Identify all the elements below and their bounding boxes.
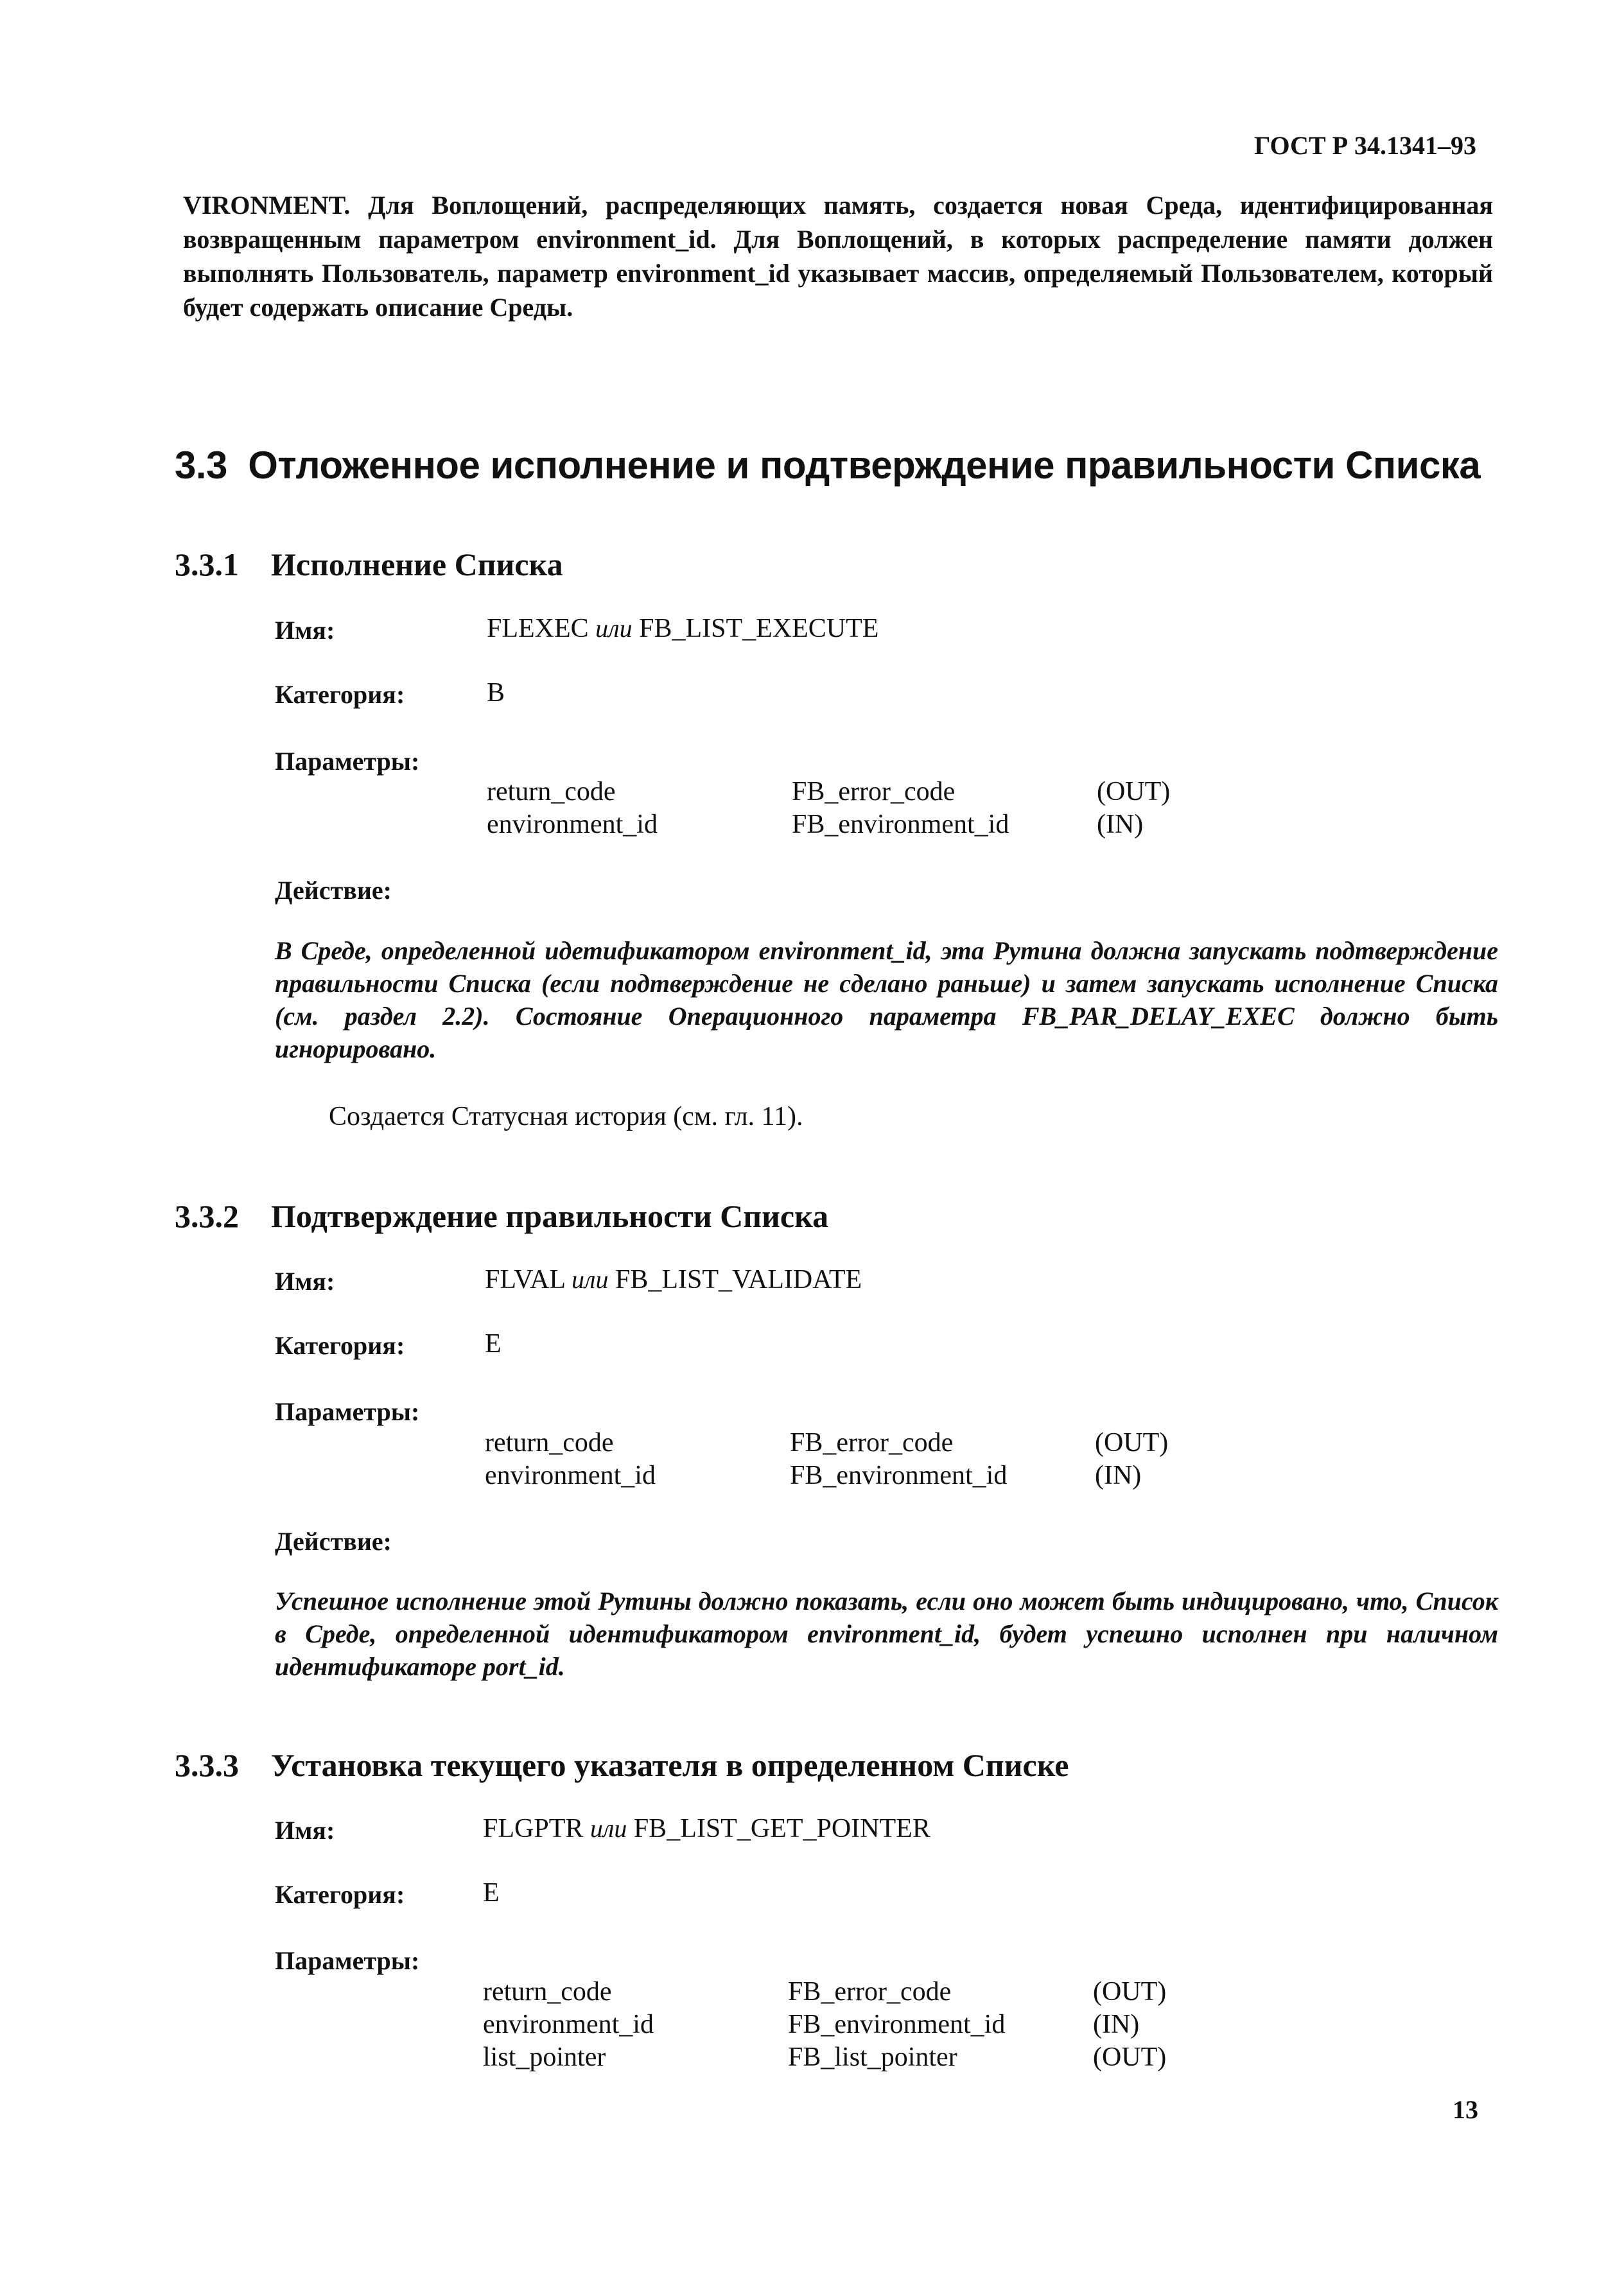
param-direction: (OUT) xyxy=(1093,1977,1167,2007)
action-text: Успешное исполнение этой Рутины должно показать, если оно может быть индицировано, что, Список в Среде, определенной идентификатором environment_id, будет успешно исполнен при наличном идентификаторе port_id. xyxy=(275,1587,1498,1681)
params-label: Параметры: xyxy=(275,1397,420,1426)
param-type: FB_list_pointer xyxy=(788,2042,957,2072)
param-type: FB_environment_id xyxy=(788,2010,1006,2039)
document-id: ГОСТ Р 34.1341–93 xyxy=(1254,131,1477,160)
routine-long-name: FB_LIST_VALIDATE xyxy=(615,1265,862,1294)
param-name: return_code xyxy=(483,1977,612,2007)
routine-name xyxy=(483,1813,930,1844)
param-direction: (IN) xyxy=(1093,2010,1140,2039)
subsection-number: 3.3.2 xyxy=(175,1198,239,1234)
param-row xyxy=(485,1459,1281,1492)
param-direction: (OUT) xyxy=(1093,2042,1167,2072)
params-label: Параметры: xyxy=(275,747,420,776)
action-label: Действие: xyxy=(275,1527,392,1556)
param-name: environment_id xyxy=(483,2010,654,2039)
subsection-title: Подтверждение правильности Списка xyxy=(271,1198,829,1234)
param-type: FB_error_code xyxy=(790,1428,954,1458)
category-label: Категория: xyxy=(275,680,405,709)
routine-short-name: FLVAL xyxy=(485,1265,565,1294)
category-value: B xyxy=(487,678,505,708)
param-type: FB_environment_id xyxy=(790,1461,1008,1490)
action-text: В Среде, определенной идетификатором environment_id, эта Рутина должна запускать подтверждение правильности Списка (если подтверждение не сделано раньше) и затем запускать исполнение Списка (см. раздел 2.2). Состояние Операционного параметра FB_PAR_DELAY_EXEC должно быть игнорировано. xyxy=(275,936,1498,1063)
param-direction: (IN) xyxy=(1097,810,1144,839)
param-type: FB_environment_id xyxy=(792,810,1009,839)
or-word: или xyxy=(589,1814,627,1843)
category-value: E xyxy=(483,1878,500,1908)
param-direction: (IN) xyxy=(1095,1461,1142,1490)
routine-name xyxy=(487,613,878,644)
routine-name xyxy=(485,1264,862,1295)
subsection-title: Установка текущего указателя в определенном Списке xyxy=(271,1747,1069,1783)
param-name: return_code xyxy=(487,777,616,806)
category-label: Категория: xyxy=(275,1880,405,1909)
param-row xyxy=(483,1976,1279,2008)
params-table xyxy=(487,776,1283,841)
routine-long-name: FB_LIST_GET_POINTER xyxy=(633,1814,930,1843)
param-name: return_code xyxy=(485,1428,614,1458)
action-label: Действие: xyxy=(275,876,392,905)
name-label: Имя: xyxy=(275,616,335,645)
params-table xyxy=(485,1427,1281,1492)
category-value: E xyxy=(485,1329,502,1359)
section-title: Отложенное исполнение и подтверждение правильности Списка xyxy=(248,444,1481,487)
name-label: Имя: xyxy=(275,1267,335,1296)
param-name: list_pointer xyxy=(483,2042,606,2072)
param-row xyxy=(485,1427,1281,1459)
param-row xyxy=(487,776,1283,808)
or-word: или xyxy=(572,1265,609,1294)
subsection-title: Исполнение Списка xyxy=(271,546,563,582)
param-row xyxy=(483,2041,1279,2074)
subsection-heading-3-3-3 xyxy=(175,1746,1069,1784)
routine-short-name: FLGPTR xyxy=(483,1814,584,1843)
intro-paragraph: VIRONMENT. Для Воплощений, распределяющих память, создается новая Среда, идентифицированная возвращенным параметром environment_id. Для Воплощений, в которых распределение памяти должен выполнять Пользователь, параметр environment_id указывает массив, определяемый Пользователем, который будет содержать описание Среды. xyxy=(183,191,1493,322)
subsection-heading-3-3-2 xyxy=(175,1197,828,1235)
params-table xyxy=(483,1976,1279,2074)
param-type: FB_error_code xyxy=(788,1977,952,2007)
params-label: Параметры: xyxy=(275,1946,420,1975)
section-number: 3.3 xyxy=(175,444,227,487)
section-heading xyxy=(175,443,1480,487)
param-row xyxy=(487,808,1283,841)
param-row xyxy=(483,2008,1279,2041)
param-direction: (OUT) xyxy=(1097,777,1171,806)
param-name: environment_id xyxy=(485,1461,656,1490)
subsection-number: 3.3.3 xyxy=(175,1747,239,1783)
param-name: environment_id xyxy=(487,810,658,839)
or-word: или xyxy=(595,614,633,643)
routine-long-name: FB_LIST_EXECUTE xyxy=(639,614,879,643)
subsection-number: 3.3.1 xyxy=(175,546,239,582)
subsection-heading-3-3-1 xyxy=(175,546,563,583)
category-label: Категория: xyxy=(275,1331,405,1360)
page-number: 13 xyxy=(1453,2095,1478,2124)
routine-short-name: FLEXEC xyxy=(487,614,589,643)
param-direction: (OUT) xyxy=(1095,1428,1169,1458)
status-note: Создается Статусная история (см. гл. 11). xyxy=(329,1102,803,1131)
param-type: FB_error_code xyxy=(792,777,956,806)
name-label: Имя: xyxy=(275,1816,335,1845)
